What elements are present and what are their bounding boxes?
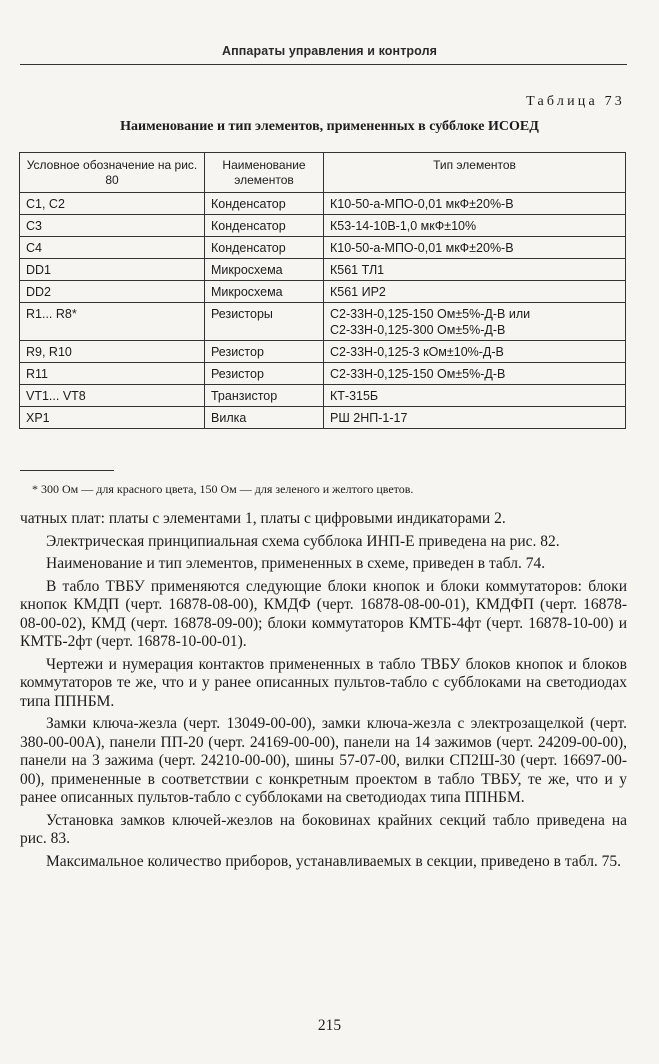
paragraph: Замки ключа-жезла (черт. 13049-00-00), замки ключа-жезла с электрозащелкой (черт. 380-00-00А), панели ПП-20 (черт. 24169-00-00), панели на 14 зажимов (черт. 24209-00-00), панели на 3 зажима (черт. 24210-00-00), шины 57-07-00, вилки СП2Ш-30 (черт. 16697-00-00), примененные в соответствии с конкретным проектом в табло ТВБУ, те же, что и у ранее описанных пультов-табло с субблоками на светодиодах типа ППНБМ. <box>20 715 627 806</box>
cell-name: Резисторы <box>205 303 324 341</box>
cell-name: Транзистор <box>205 385 324 407</box>
column-header-name: Наименование элементов <box>205 153 324 193</box>
cell-name: Вилка <box>205 407 324 429</box>
cell-designation: XP1 <box>20 407 205 429</box>
cell-type: К10-50-а-МПО-0,01 мкФ±20%-В <box>324 237 626 259</box>
table-number: Таблица 73 <box>526 94 625 109</box>
column-header-type: Тип элементов <box>324 153 626 193</box>
cell-designation: VT1... VT8 <box>20 385 205 407</box>
table-row <box>20 385 626 407</box>
table-row <box>20 407 626 429</box>
body-text <box>20 510 627 875</box>
paragraph: чатных плат: платы с элементами 1, платы с цифровыми индикаторами 2. <box>20 510 506 527</box>
elements-table <box>19 152 626 429</box>
table-row <box>20 341 626 363</box>
cell-designation: R11 <box>20 363 205 385</box>
table-row <box>20 193 626 215</box>
table-row <box>20 237 626 259</box>
cell-name: Микросхема <box>205 259 324 281</box>
cell-name: Конденсатор <box>205 193 324 215</box>
cell-designation: C1, C2 <box>20 193 205 215</box>
paragraph: Электрическая принципиальная схема субблока ИНП-Е приведена на рис. 82. <box>46 532 560 550</box>
cell-type: К561 ТЛ1 <box>324 259 626 281</box>
table-row <box>20 363 626 385</box>
table-title: Наименование и тип элементов, примененных в субблоке ИСОЕД <box>120 119 539 134</box>
cell-designation: C3 <box>20 215 205 237</box>
paragraph: Наименование и тип элементов, примененных в схеме, приведен в табл. 74. <box>46 555 546 572</box>
page-number: 215 <box>317 1017 342 1034</box>
cell-type: С2-33Н-0,125-150 Ом±5%-Д-В <box>324 363 626 385</box>
cell-type: РШ 2НП-1-17 <box>324 407 626 429</box>
footnote-rule <box>20 470 114 471</box>
table-row <box>20 303 626 341</box>
cell-type: С2-33Н-0,125-3 кОм±10%-Д-В <box>324 341 626 363</box>
table-row <box>20 259 626 281</box>
paragraph: Максимальное количество приборов, устанавливаемых в секции, приведено в табл. 75. <box>46 852 622 870</box>
header-rule <box>20 64 627 65</box>
paragraph: Чертежи и нумерация контактов примененных в табло ТВБУ блоков кнопок и блоков коммутаторов те же, что и у ранее описанных пультов-табло с субблоками на светодиодах типа ППНБМ. <box>20 655 627 710</box>
cell-type: КТ-315Б <box>324 385 626 407</box>
cell-designation: DD1 <box>20 259 205 281</box>
running-header: Аппараты управления и контроля <box>221 44 438 58</box>
cell-type: К53-14-10В-1,0 мкФ±10% <box>324 215 626 237</box>
cell-designation: R9, R10 <box>20 341 205 363</box>
cell-name: Микросхема <box>205 281 324 303</box>
table-header-row <box>20 153 626 193</box>
table-row <box>20 215 626 237</box>
cell-designation: R1... R8* <box>20 303 205 341</box>
column-header-designation: Условное обозначение на рис. 80 <box>20 153 205 193</box>
cell-type <box>324 303 626 341</box>
cell-designation: DD2 <box>20 281 205 303</box>
table-row <box>20 281 626 303</box>
cell-designation: C4 <box>20 237 205 259</box>
cell-type: К561 ИР2 <box>324 281 626 303</box>
cell-type-line-2: С2-33Н-0,125-300 Ом±5%-Д-В <box>330 323 506 337</box>
cell-name: Резистор <box>205 363 324 385</box>
table-footnote: * 300 Ом — для красного цвета, 150 Ом — для зеленого и желтого цветов. <box>32 482 414 496</box>
cell-type: К10-50-а-МПО-0,01 мкФ±20%-В <box>324 193 626 215</box>
cell-type-line-1: С2-33Н-0,125-150 Ом±5%-Д-В или <box>330 307 531 321</box>
cell-name: Резистор <box>205 341 324 363</box>
paragraph: Установка замков ключей-жезлов на боковинах крайних секций табло приведена на рис. 83. <box>20 811 627 847</box>
cell-name: Конденсатор <box>205 237 324 259</box>
paragraph: В табло ТВБУ применяются следующие блоки кнопок и блоки коммутаторов: блоки кнопок КМДП (черт. 16878-08-00), КМДФ (черт. 16878-08-00-01), КМДФП (черт. 16878-08-00-02), КМД (черт. 16878-09-00); блоки коммутаторов КМТБ-4фт (черт. 16878-10-00) и КМТБ-2фт (черт. 16878-10-00-01). <box>20 577 627 650</box>
cell-name: Конденсатор <box>205 215 324 237</box>
